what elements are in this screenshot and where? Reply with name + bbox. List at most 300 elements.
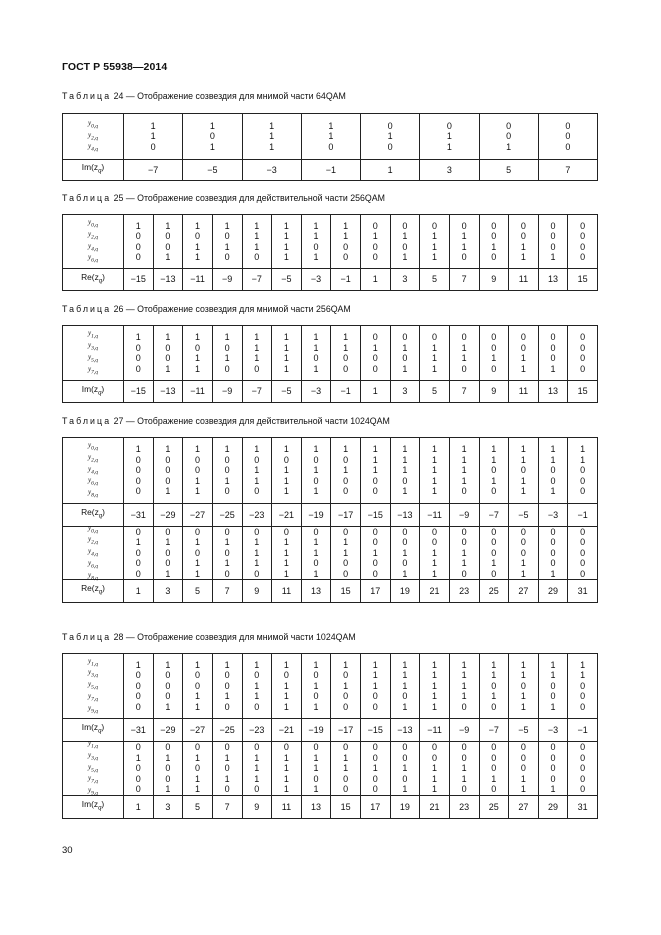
bit-value: 0 <box>372 486 378 497</box>
bit-value: 0 <box>254 486 260 497</box>
bit-value: 0 <box>372 332 378 342</box>
bits-cell <box>479 438 509 503</box>
bit-value: 1 <box>224 444 230 455</box>
bit-value: 0 <box>254 568 260 579</box>
bit-value: 1 <box>372 465 378 476</box>
bit-value: 0 <box>135 526 141 537</box>
bit-value: 1 <box>402 763 408 774</box>
values-row <box>63 795 597 818</box>
bit-value: 0 <box>135 454 141 465</box>
value-label: $Im(z_q)$ <box>81 799 105 813</box>
bit-value: 1 <box>313 537 319 548</box>
bit-value: 1 <box>520 568 526 579</box>
bits-cell <box>390 326 420 380</box>
bit-value: 0 <box>550 342 556 353</box>
bits-cell <box>479 215 509 268</box>
bit-value: 1 <box>343 332 349 342</box>
bit-value: 1 <box>224 558 230 569</box>
bit-value: 1 <box>461 454 467 465</box>
bit-value: 0 <box>402 220 408 231</box>
bit-value: 1 <box>550 659 556 670</box>
bit-value: 1 <box>150 120 156 131</box>
bit-value: 1 <box>550 444 556 455</box>
bits-cell <box>479 654 509 718</box>
bit-value: 1 <box>135 444 141 455</box>
bits-cell <box>360 527 390 579</box>
bit-value: 1 <box>135 659 141 670</box>
bit-value: 1 <box>195 568 201 579</box>
bit-value: 1 <box>432 475 438 486</box>
value-cell: 15 <box>330 796 360 818</box>
bits-cell <box>182 114 241 159</box>
bit-label: $y_{6,q}$ <box>88 253 98 264</box>
bit-value: 1 <box>520 252 526 262</box>
bit-value: 0 <box>150 141 156 152</box>
bit-value: 0 <box>461 784 467 795</box>
value-cell: −15 <box>123 269 153 290</box>
caption-text: 27 — Отображение созвездия для действительной части 1024QAM <box>111 416 390 426</box>
bit-value: 0 <box>491 342 497 353</box>
bit-value: 0 <box>580 784 586 795</box>
value-cell: 13 <box>538 269 568 290</box>
value-cell: 15 <box>330 580 360 602</box>
bit-value: 0 <box>565 131 571 142</box>
bit-value: 1 <box>313 486 319 497</box>
bits-cell <box>538 215 568 268</box>
bit-value: 0 <box>461 220 467 231</box>
bit-value: 1 <box>195 558 201 569</box>
bit-value: 1 <box>402 701 408 712</box>
bit-value: 1 <box>165 784 171 795</box>
value-cell: −11 <box>182 269 212 290</box>
value-cell: 15 <box>567 269 597 290</box>
value-cell: −11 <box>419 719 449 741</box>
bits-cell <box>419 527 449 579</box>
bit-value: 1 <box>461 670 467 681</box>
bit-value: 0 <box>402 353 408 363</box>
bit-value: 1 <box>343 680 349 691</box>
value-cell: −15 <box>123 381 153 402</box>
value-cell: −1 <box>330 269 360 290</box>
bit-value: 1 <box>520 691 526 702</box>
bit-value: 1 <box>283 363 289 374</box>
bit-value: 1 <box>209 141 215 152</box>
bit-value: 1 <box>283 332 289 342</box>
bit-value: 1 <box>254 763 260 774</box>
value-cell: 21 <box>419 796 449 818</box>
table-27-caption <box>62 416 390 426</box>
bit-value: 1 <box>432 486 438 497</box>
bit-value: 0 <box>461 537 467 548</box>
bits-cell <box>538 438 568 503</box>
bit-value: 0 <box>343 670 349 681</box>
bit-value: 1 <box>432 691 438 702</box>
bit-value: 1 <box>313 231 319 241</box>
bits-cell <box>271 438 301 503</box>
bit-value: 1 <box>254 547 260 558</box>
bit-value: 0 <box>224 526 230 537</box>
bit-value: 1 <box>432 444 438 455</box>
value-cell: −9 <box>212 269 242 290</box>
bit-value: 0 <box>550 526 556 537</box>
bit-value: 1 <box>195 486 201 497</box>
bits-cell <box>123 742 153 795</box>
bit-value: 0 <box>520 547 526 558</box>
bits-cell <box>390 742 420 795</box>
bits-cell <box>153 654 183 718</box>
bit-value: 1 <box>461 691 467 702</box>
bits-cell <box>242 742 272 795</box>
bits-cell <box>271 527 301 579</box>
value-cell: −3 <box>301 381 331 402</box>
value-cell: −13 <box>153 381 183 402</box>
bit-value: 1 <box>402 465 408 476</box>
value-cell: 3 <box>153 580 183 602</box>
bit-value: 1 <box>372 231 378 241</box>
bit-value: 0 <box>520 332 526 342</box>
bit-value: 1 <box>195 784 201 795</box>
bit-value: 1 <box>195 363 201 374</box>
bits-cell <box>123 654 153 718</box>
bit-value: 1 <box>432 353 438 363</box>
bit-value: 0 <box>135 465 141 476</box>
bit-value: 0 <box>491 465 497 476</box>
bit-value: 1 <box>283 763 289 774</box>
bits-cell <box>330 527 360 579</box>
bits-cell <box>538 114 597 159</box>
bits-cell <box>449 438 479 503</box>
value-cell: 1 <box>360 381 390 402</box>
bit-value: 0 <box>506 131 512 142</box>
bit-label: $y_{4,q}$ <box>88 142 98 153</box>
bit-value: 0 <box>165 465 171 476</box>
bit-value: 1 <box>195 537 201 548</box>
value-cell: −5 <box>271 269 301 290</box>
value-cell: −9 <box>212 381 242 402</box>
value-cell: 17 <box>360 796 390 818</box>
bit-value: 1 <box>491 241 497 252</box>
bit-value: 0 <box>520 763 526 774</box>
value-cell: 7 <box>212 796 242 818</box>
value-cell: −17 <box>330 504 360 526</box>
bits-cell <box>508 326 538 380</box>
bits-cell <box>153 527 183 579</box>
value-cell: 11 <box>508 269 538 290</box>
bit-value: 0 <box>313 475 319 486</box>
bits-cell <box>153 326 183 380</box>
bit-value: 0 <box>580 701 586 712</box>
bit-label: $y_{1,q}$ <box>88 656 98 667</box>
bit-value: 0 <box>224 363 230 374</box>
bit-value: 1 <box>313 568 319 579</box>
bit-value: 1 <box>372 670 378 681</box>
bits-cell <box>123 215 153 268</box>
bit-value: 0 <box>313 241 319 252</box>
bits-cell <box>360 654 390 718</box>
bit-value: 1 <box>313 465 319 476</box>
bit-value: 1 <box>283 231 289 241</box>
value-cell: −11 <box>182 381 212 402</box>
bit-value: 0 <box>135 241 141 252</box>
table-26-caption <box>62 304 351 314</box>
value-cell: 5 <box>479 160 538 180</box>
bit-value: 0 <box>165 680 171 691</box>
bit-value: 0 <box>461 701 467 712</box>
value-cell: 5 <box>182 796 212 818</box>
caption-word: Таблица <box>62 193 112 203</box>
value-label: $Im(z_q)$ <box>81 383 105 397</box>
bit-value: 0 <box>135 342 141 353</box>
bit-value: 1 <box>313 659 319 670</box>
value-cell: −29 <box>153 719 183 741</box>
bit-value: 0 <box>165 547 171 558</box>
bit-value: 1 <box>461 547 467 558</box>
bit-value: 0 <box>580 691 586 702</box>
bit-value: 1 <box>461 465 467 476</box>
bit-value: 0 <box>550 680 556 691</box>
bit-label: $y_{4,q}$ <box>88 547 98 558</box>
bit-value: 0 <box>343 241 349 252</box>
value-cell: 25 <box>479 580 509 602</box>
bit-value: 1 <box>387 131 393 142</box>
value-cell: 5 <box>419 269 449 290</box>
bit-value: 1 <box>313 680 319 691</box>
bit-value: 0 <box>313 691 319 702</box>
document-header: ГОСТ Р 55938—2014 <box>62 61 168 73</box>
value-label-cell <box>63 160 123 180</box>
bit-value: 1 <box>283 558 289 569</box>
bit-value: 1 <box>461 773 467 784</box>
bits-cell <box>330 742 360 795</box>
value-cell: 9 <box>242 796 272 818</box>
bit-value: 0 <box>432 537 438 548</box>
bit-value: 1 <box>343 444 349 455</box>
bits-cell <box>301 527 331 579</box>
bit-value: 0 <box>491 537 497 548</box>
bit-value: 0 <box>135 558 141 569</box>
bits-cell <box>390 215 420 268</box>
bits-cell <box>390 654 420 718</box>
bit-value: 0 <box>195 763 201 774</box>
bit-value: 0 <box>343 526 349 537</box>
table-25-caption <box>62 193 385 203</box>
bits-cell <box>212 215 242 268</box>
bit-label: $y_{2,q}$ <box>88 535 98 546</box>
bit-value: 1 <box>550 454 556 465</box>
bit-value: 0 <box>491 231 497 241</box>
value-label-cell <box>63 719 123 741</box>
bit-value: 1 <box>224 691 230 702</box>
value-cell: −5 <box>271 381 301 402</box>
bit-value: 1 <box>372 659 378 670</box>
bit-value: 1 <box>461 353 467 363</box>
bits-cell <box>301 654 331 718</box>
bit-value: 0 <box>387 120 393 131</box>
bits-cell <box>567 527 597 579</box>
bit-value: 0 <box>580 231 586 241</box>
bit-value: 0 <box>372 558 378 569</box>
bit-value: 0 <box>343 742 349 753</box>
bits-cell <box>330 438 360 503</box>
bit-value: 0 <box>135 670 141 681</box>
value-cell: −7 <box>479 719 509 741</box>
bit-value: 1 <box>402 342 408 353</box>
bit-value: 0 <box>580 475 586 486</box>
value-cell: 29 <box>538 796 568 818</box>
bit-value: 1 <box>402 670 408 681</box>
value-cell: 13 <box>301 796 331 818</box>
bit-value: 0 <box>313 353 319 363</box>
bit-value: 1 <box>520 659 526 670</box>
bit-value: 1 <box>432 568 438 579</box>
bit-value: 0 <box>520 752 526 763</box>
caption-word: Таблица <box>62 91 112 101</box>
table-26 <box>62 325 598 403</box>
bit-value: 1 <box>254 353 260 363</box>
value-cell: 3 <box>390 381 420 402</box>
bits-cell <box>242 438 272 503</box>
caption-word: Таблица <box>62 632 112 642</box>
bit-label-cell <box>63 654 123 718</box>
bit-label-cell <box>63 438 123 503</box>
bit-value: 1 <box>195 475 201 486</box>
bit-value: 0 <box>343 353 349 363</box>
bits-row <box>63 114 597 159</box>
bit-value: 0 <box>491 763 497 774</box>
bit-value: 0 <box>224 680 230 691</box>
bit-label: $y_{2,q}$ <box>88 130 98 141</box>
bit-value: 1 <box>283 444 289 455</box>
bit-value: 0 <box>254 701 260 712</box>
bit-value: 1 <box>283 784 289 795</box>
bit-value: 1 <box>195 252 201 262</box>
bits-cell <box>123 438 153 503</box>
bit-value: 0 <box>224 486 230 497</box>
bit-value: 1 <box>432 231 438 241</box>
bit-value: 0 <box>372 773 378 784</box>
bit-value: 1 <box>313 363 319 374</box>
bit-value: 1 <box>254 220 260 231</box>
bit-value: 1 <box>461 475 467 486</box>
value-cell: −21 <box>271 719 301 741</box>
bit-value: 1 <box>402 680 408 691</box>
bit-value: 0 <box>520 742 526 753</box>
bits-cell <box>301 742 331 795</box>
bit-value: 0 <box>580 763 586 774</box>
bit-value: 1 <box>269 120 275 131</box>
bit-label: $y_{1,q}$ <box>88 329 98 340</box>
bit-value: 0 <box>550 465 556 476</box>
bit-value: 0 <box>580 353 586 363</box>
bits-cell <box>538 742 568 795</box>
value-cell: −13 <box>390 504 420 526</box>
bit-label: $y_{2,q}$ <box>88 229 98 241</box>
bit-label: $y_{8,q}$ <box>88 488 98 499</box>
bit-value: 0 <box>372 742 378 753</box>
bit-value: 0 <box>135 691 141 702</box>
value-label-cell <box>63 381 123 402</box>
bit-value: 0 <box>550 231 556 241</box>
bit-value: 1 <box>209 120 215 131</box>
bit-value: 0 <box>432 742 438 753</box>
bit-label: $y_{0,q}$ <box>88 523 98 534</box>
bit-value: 1 <box>520 454 526 465</box>
bit-value: 1 <box>491 659 497 670</box>
bit-value: 0 <box>343 568 349 579</box>
bits-cell <box>567 215 597 268</box>
bit-value: 0 <box>461 486 467 497</box>
bit-value: 1 <box>343 763 349 774</box>
bit-value: 1 <box>283 475 289 486</box>
bits-cell <box>182 654 212 718</box>
bit-value: 1 <box>461 444 467 455</box>
bit-label-cell <box>63 215 123 268</box>
bit-value: 0 <box>343 558 349 569</box>
value-cell: 27 <box>508 580 538 602</box>
bit-value: 1 <box>343 220 349 231</box>
bit-value: 0 <box>580 465 586 476</box>
bit-value: 0 <box>520 537 526 548</box>
bit-value: 0 <box>165 526 171 537</box>
bit-label: $y_{7,q}$ <box>88 774 98 785</box>
bit-value: 0 <box>565 141 571 152</box>
caption-text: 24 — Отображение созвездия для мнимой части 64QAM <box>111 91 346 101</box>
bit-label-cell <box>63 114 123 159</box>
bit-value: 0 <box>491 486 497 497</box>
bit-value: 0 <box>135 353 141 363</box>
bits-cell <box>360 326 390 380</box>
bit-value: 0 <box>224 784 230 795</box>
bit-value: 0 <box>372 752 378 763</box>
bit-value: 0 <box>313 454 319 465</box>
value-cell: 19 <box>390 796 420 818</box>
bit-value: 0 <box>491 784 497 795</box>
bit-value: 0 <box>165 773 171 784</box>
bit-value: 1 <box>313 784 319 795</box>
bit-value: 1 <box>254 558 260 569</box>
bit-value: 1 <box>313 220 319 231</box>
table-28-caption <box>62 632 356 642</box>
value-cell: 17 <box>360 580 390 602</box>
bit-value: 0 <box>283 454 289 465</box>
bit-value: 0 <box>550 475 556 486</box>
value-cell: 3 <box>390 269 420 290</box>
bit-value: 0 <box>283 526 289 537</box>
bit-value: 0 <box>313 773 319 784</box>
bit-value: 1 <box>224 332 230 342</box>
bit-value: 1 <box>283 568 289 579</box>
bit-label: $y_{1,q}$ <box>88 739 98 750</box>
value-cell: −7 <box>242 381 272 402</box>
value-cell: −19 <box>301 719 331 741</box>
bit-value: 0 <box>402 742 408 753</box>
bit-value: 0 <box>195 454 201 465</box>
bit-value: 0 <box>165 231 171 241</box>
bits-cell <box>242 326 272 380</box>
value-cell: 11 <box>271 580 301 602</box>
table-28 <box>62 653 598 819</box>
bit-value: 1 <box>402 444 408 455</box>
bits-cell <box>153 215 183 268</box>
bit-value: 0 <box>550 353 556 363</box>
bit-value: 0 <box>491 568 497 579</box>
value-cell: 9 <box>479 269 509 290</box>
bit-label: $y_{9,q}$ <box>88 786 98 797</box>
value-cell: 11 <box>508 381 538 402</box>
bit-label: $y_{9,q}$ <box>88 703 98 715</box>
bit-value: 0 <box>550 742 556 753</box>
bit-value: 0 <box>461 363 467 374</box>
